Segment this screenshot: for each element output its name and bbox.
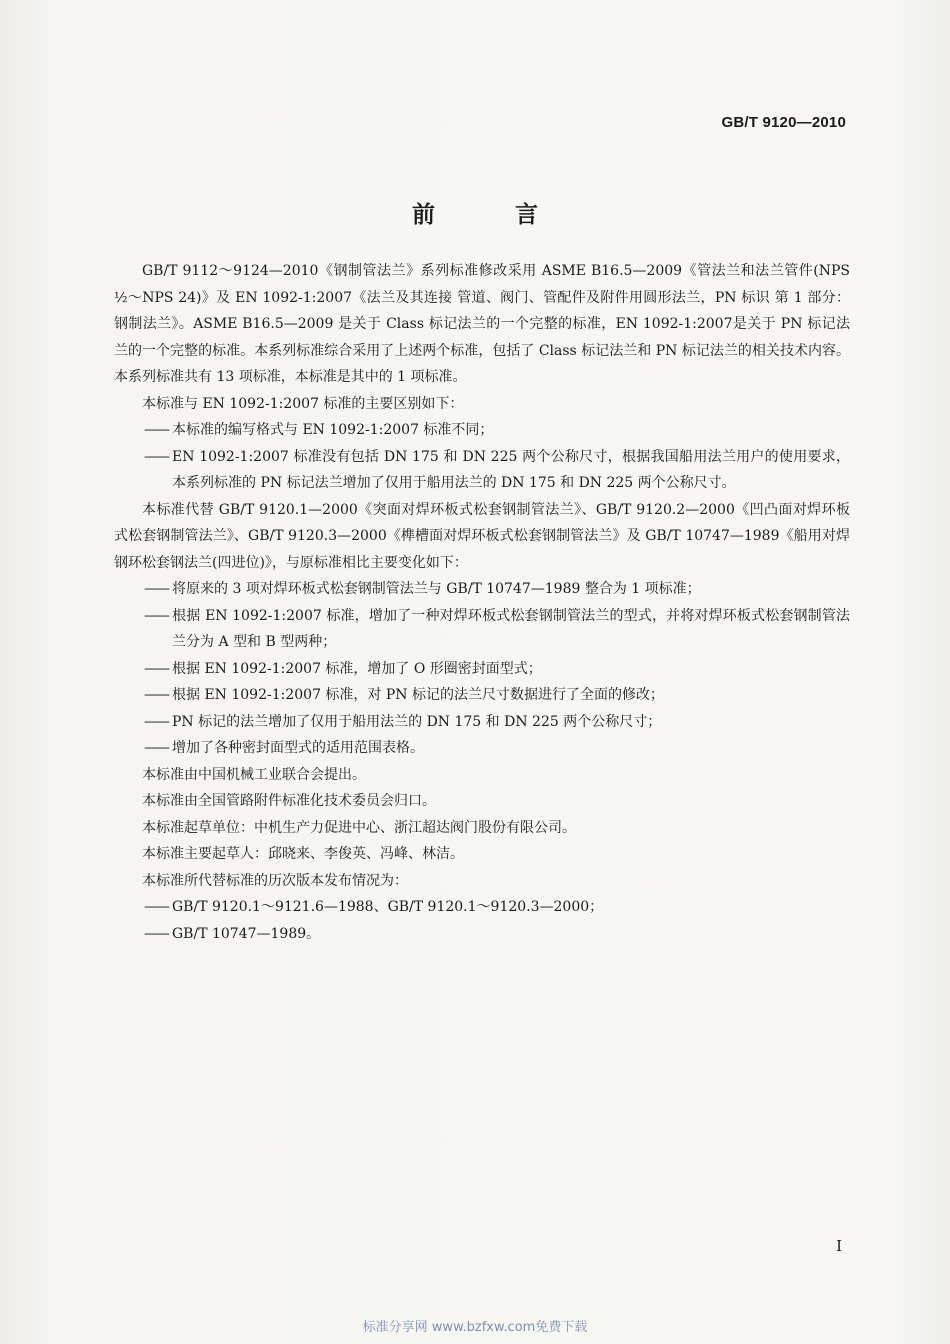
- intro-paragraph: GB/T 9112～9124—2010《钢制管法兰》系列标准修改采用 ASME B16.5—2009《管法兰和法兰管件(NPS ½～NPS 24)》及 EN 1092-1:2007《法兰及其连接 管道、阀门、管配件及附件用圆形法兰，PN 标识 第 1 部分：钢制法兰》。ASME B16.5—2009 是关于 Class 标记法兰的一个完整的标准，EN 1092-1:2007是关于 PN 标记法兰的一个完整的标准。本系列标准综合采用了上述两个标准，包括了 Class 标记法兰和 PN 标记法兰的相关技术内容。本系列标准共有 13 项标准，本标准是其中的 1 项标准。: [114, 263, 850, 385]
- page-title: 前 言: [411, 202, 574, 228]
- proposer-paragraph: 本标准由中国机械工业联合会提出。: [142, 766, 366, 783]
- list-item-text: EN 1092-1:2007 标准没有包括 DN 175 和 DN 225 两个公称尺寸，根据我国船用法兰用户的使用要求，本系列标准的 PN 标记法兰增加了仅用于船用法兰的 DN 175 和 DN 225 两个公称尺寸。: [172, 448, 850, 491]
- drafting-unit-paragraph: 本标准起草单位：中机生产力促进中心、浙江超达阀门股份有限公司。: [142, 819, 576, 836]
- history-lead-paragraph: 本标准所代替标准的历次版本发布情况为：: [142, 872, 408, 889]
- list-item: [114, 735, 850, 762]
- dash-mark: ——: [144, 422, 168, 438]
- list-item: [114, 576, 850, 603]
- list-item: [114, 417, 850, 444]
- footer-watermark: 标准分享网 www.bzfxw.com免费下载: [362, 1320, 588, 1335]
- preface-body: [114, 258, 850, 947]
- list-item: [114, 894, 850, 921]
- list-item-text: PN 标记的法兰增加了仅用于船用法兰的 DN 175 和 DN 225 两个公称尺寸；: [172, 713, 662, 730]
- list-item-text: 根据 EN 1092-1:2007 标准，增加了 O 形圈密封面型式；: [172, 660, 542, 677]
- diff-lead-paragraph: 本标准与 EN 1092-1:2007 标准的主要区别如下：: [142, 395, 464, 412]
- list-item-text: 将原来的 3 项对焊环板式松套钢制管法兰与 GB/T 10747—1989 整合为 1 项标准；: [172, 581, 701, 597]
- dash-mark: ——: [144, 687, 168, 703]
- list-item: [114, 656, 850, 683]
- standard-code: GB/T 9120—2010: [721, 114, 846, 131]
- replace-paragraph: 本标准代替 GB/T 9120.1—2000《突面对焊环板式松套钢制管法兰》、GB/T 9120.2—2000《凹凸面对焊环板式松套钢制管法兰》、GB/T 9120.3—2000《榫槽面对焊环板式松套钢制管法兰》及 GB/T 10747—1989《船用对焊钢环松套钢法兰(四进位)》，与原标准相比主要变化如下：: [114, 501, 850, 571]
- dash-mark: ——: [144, 581, 168, 597]
- dash-mark: ——: [144, 607, 168, 624]
- drafters-paragraph: 本标准主要起草人：邱晓来、李俊英、冯峰、林洁。: [142, 846, 464, 862]
- list-item-text: 增加了各种密封面型式的适用范围表格。: [172, 740, 424, 756]
- list-item: [114, 682, 850, 709]
- list-item: [114, 709, 850, 736]
- page-number: I: [836, 1237, 842, 1255]
- list-item-text: GB/T 9120.1～9121.6—1988、GB/T 9120.1～9120.3—2000；: [172, 899, 604, 915]
- list-item-text: GB/T 10747—1989。: [172, 925, 321, 942]
- dash-mark: ——: [144, 899, 168, 915]
- list-item: [114, 603, 850, 656]
- list-item-text: 本标准的编写格式与 EN 1092-1:2007 标准不同；: [172, 422, 494, 438]
- dash-mark: ——: [144, 448, 168, 465]
- list-item-text: 根据 EN 1092-1:2007 标准，增加了一种对焊环板式松套钢制管法兰的型式，并将对焊环板式松套钢制管法兰分为 A 型和 B 型两种；: [172, 607, 850, 650]
- list-item-text: 根据 EN 1092-1:2007 标准，对 PN 标记的法兰尺寸数据进行了全面的修改；: [172, 687, 665, 703]
- list-item: [114, 444, 850, 497]
- list-item: [114, 921, 850, 948]
- dash-mark: ——: [144, 925, 168, 942]
- dash-mark: ——: [144, 660, 168, 677]
- dash-mark: ——: [144, 740, 168, 756]
- dash-mark: ——: [144, 713, 168, 730]
- committee-paragraph: 本标准由全国管路附件标准化技术委员会归口。: [142, 793, 436, 809]
